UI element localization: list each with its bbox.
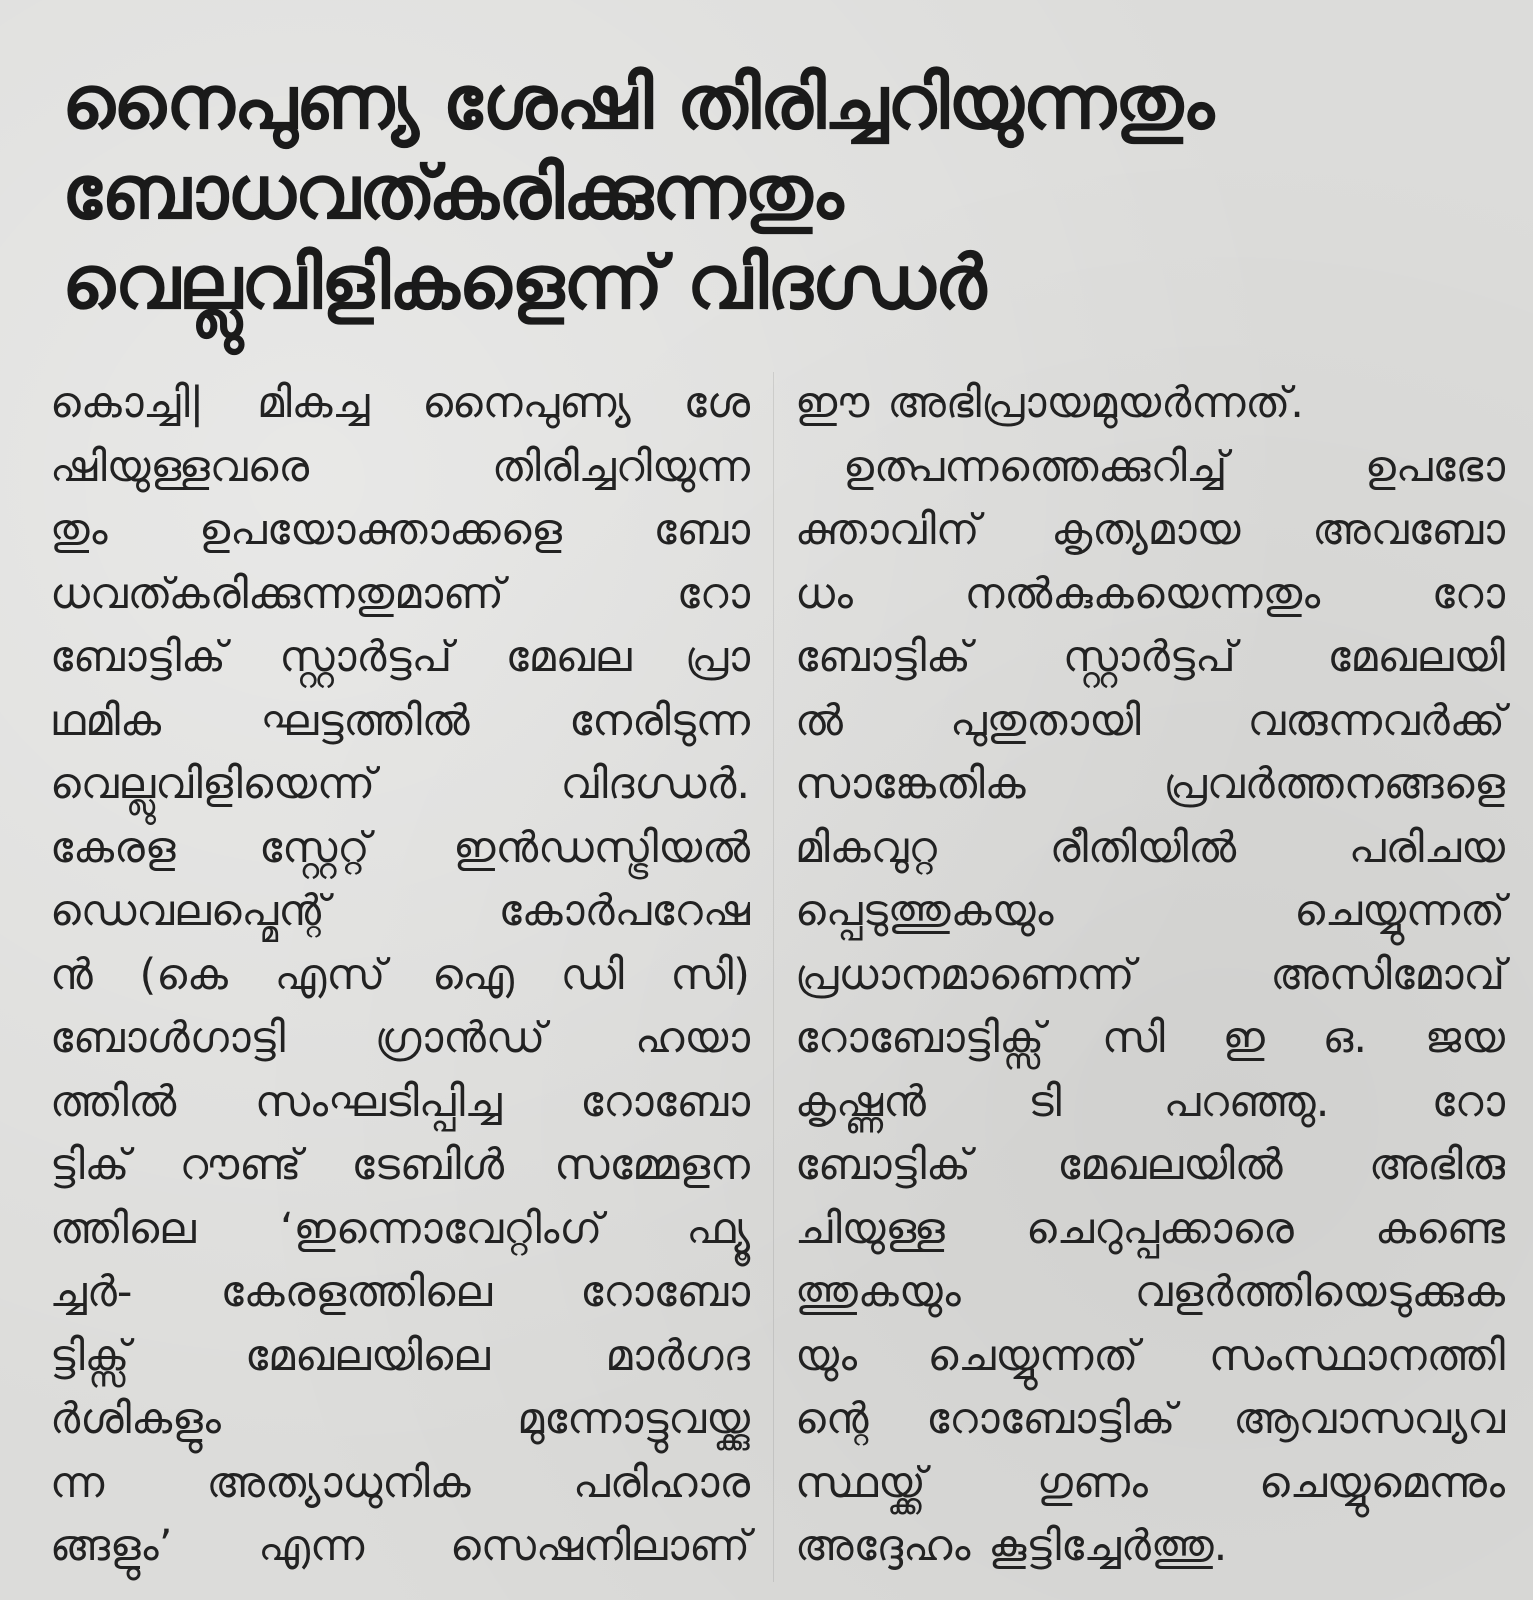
article-line: ൽ പുതുതായി വരുന്നവർക്ക് (795, 695, 1505, 746)
article-line: യും ചെയ്യുന്നത് സംസ്ഥാനത്തി (795, 1330, 1505, 1381)
headline-line: ബോധവത്കരിക്കുന്നതും (62, 150, 843, 236)
article-line: സാങ്കേതിക പ്രവർത്തനങ്ങളെ (795, 759, 1505, 809)
article-line: ഷിയുള്ളവരെ തിരിച്ചറിയുന്ന (50, 441, 750, 492)
article-line: ട്ടിക്സ് മേഖലയിലെ മാർഗദ (50, 1330, 750, 1381)
article-line: ധം നൽകുകയെന്നതും റോ (795, 568, 1505, 619)
article-line: തും ഉപയോക്താക്കളെ ബോ (50, 505, 750, 555)
article-line: ഈ അഭിപ്രായമുയർന്നത്. (795, 378, 1304, 428)
article-line: പ്പെടുത്തുകയും ചെയ്യുന്നത് (795, 886, 1505, 936)
article-line: പ്രധാനമാണെന്ന് അസിമോവ് (795, 949, 1505, 1000)
article-line: ചിയുള്ള ചെറുപ്പക്കാരെ കണ്ടെ (795, 1203, 1505, 1254)
article-line: ധവത്കരിക്കുന്നതുമാണ് റോ (50, 568, 750, 619)
article-line: ബോട്ടിക് മേഖലയിൽ അഭിരു (795, 1140, 1505, 1190)
article-line: ൻ (കെ എസ് ഐ ഡി സി) (50, 949, 750, 1000)
article-line: ക്താവിന് കൃത്യമായ അവബോ (795, 505, 1505, 555)
article-column-left (50, 372, 750, 1579)
article-line: ത്തിലെ ‘ഇന്നൊവേറ്റിംഗ് ഫ്യൂ (50, 1203, 750, 1254)
article-line: സ്ഥയ്ക്ക് ഗുണം ചെയ്യുമെന്നും (795, 1457, 1505, 1508)
article-column-right (795, 372, 1505, 1579)
article-line: ഉത്പന്നത്തെക്കുറിച്ച് ഉപഭോ (843, 441, 1505, 492)
article-line: കേരള സ്റ്റേറ്റ് ഇൻഡസ്ട്രിയൽ (50, 822, 750, 873)
article-line: റോബോട്ടിക്സ് സി ഇ ഒ. ജയ (795, 1013, 1505, 1063)
article-line: വെല്ലുവിളിയെന്ന് വിദഗ്ധർ. (50, 759, 750, 809)
article-line: ത്തിൽ സംഘടിപ്പിച്ച റോബോ (50, 1076, 750, 1127)
article-line: ന്ന അത്യാധുനിക പരിഹാര (50, 1457, 750, 1508)
headline-line: നൈപുണ്യ ശേഷി തിരിച്ചറിയുന്നതും (62, 60, 1214, 146)
article-line: ത്തുകയും വളർത്തിയെടുക്കുക (795, 1267, 1505, 1317)
article-line: കൊച്ചി| മികച്ച നൈപുണ്യ ശേ (50, 378, 750, 428)
article-line: ർശികളും മുന്നോട്ടുവയ്ക്കു (50, 1394, 750, 1444)
article-line: ഡെവലപ്മെന്റ് കോർപറേഷ (50, 886, 750, 936)
article-line: കൃഷ്ണൻ ടി പറഞ്ഞു. റോ (795, 1076, 1505, 1127)
article-line: ങ്ങളും’ എന്ന സെഷനിലാണ് (50, 1521, 750, 1571)
article-line: ട്ടിക് റൗണ്ട് ടേബിൾ സമ്മേളന (50, 1140, 750, 1190)
headline-line: വെല്ലുവിളികളെന്ന് വിദഗ്ധർ (62, 240, 986, 326)
article-line: മികവുറ്റ രീതിയിൽ പരിചയ (795, 822, 1505, 873)
article-line: ബോട്ടിക് സ്റ്റാർട്ടപ് മേഖലയി (795, 632, 1505, 682)
article-line: ച്ചർ- കേരളത്തിലെ റോബോ (50, 1267, 750, 1317)
article-line: ബോൾഗാട്ടി ഗ്രാൻഡ് ഹയാ (50, 1013, 750, 1063)
article-line: ഥമിക ഘട്ടത്തിൽ നേരിടുന്ന (50, 695, 750, 746)
column-divider (773, 372, 774, 1582)
headline (62, 58, 1482, 328)
article-line: ബോട്ടിക് സ്റ്റാർട്ടപ് മേഖല പ്രാ (50, 632, 750, 682)
article-line: അദ്ദേഹം കൂട്ടിച്ചേർത്തു. (795, 1521, 1228, 1571)
article-line: ന്റെ റോബോട്ടിക് ആവാസവ്യവ (795, 1394, 1505, 1444)
